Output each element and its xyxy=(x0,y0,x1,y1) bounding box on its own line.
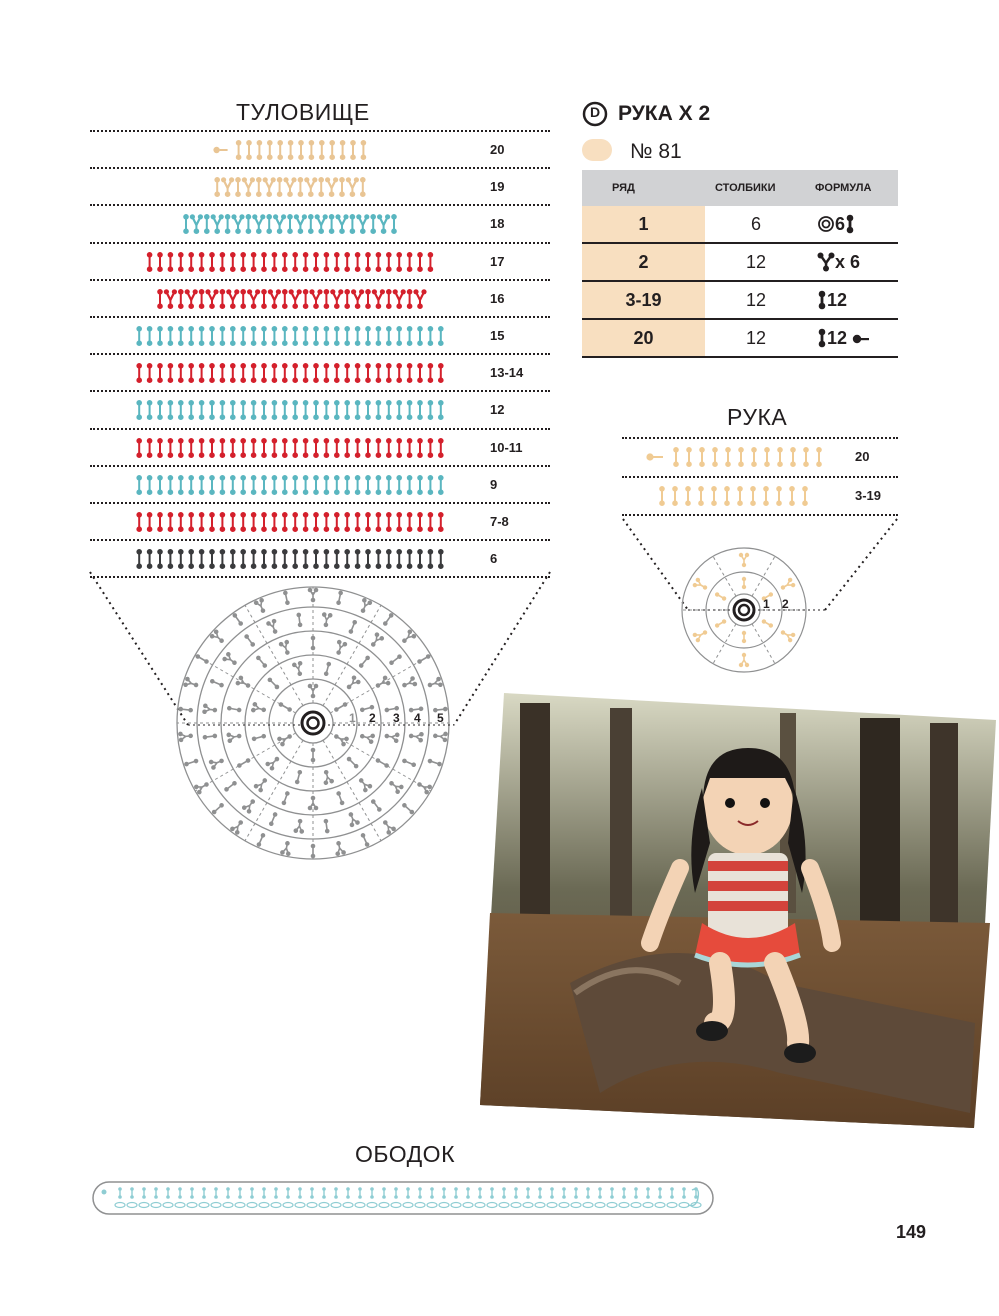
row-divider xyxy=(90,353,550,355)
doll-photo xyxy=(480,693,999,1133)
header-formula-label: ФОРМУЛА xyxy=(815,182,872,194)
row-divider xyxy=(90,316,550,318)
ring-label: 1 xyxy=(763,597,770,611)
stitch-row xyxy=(125,213,455,235)
section-badge-letter: D xyxy=(589,104,601,120)
headband-title: ОБОДОК xyxy=(355,1141,455,1167)
ring-label: 3 xyxy=(393,711,400,725)
page-number: 149 xyxy=(896,1222,927,1242)
formula-value: x 6 xyxy=(835,251,861,272)
formula-value: 6 xyxy=(835,213,846,234)
stitch-row xyxy=(125,288,455,310)
table-row xyxy=(582,319,898,357)
headband-diagram xyxy=(92,1180,714,1216)
row-divider xyxy=(622,476,898,478)
slip-stitch-icon xyxy=(852,334,870,344)
stitch-row xyxy=(640,446,830,468)
row-number: 20 xyxy=(582,319,705,357)
stitch-count: 6 xyxy=(705,206,807,243)
single-crochet-icon xyxy=(817,290,827,310)
magic-ring-icon xyxy=(817,215,835,233)
row-label: 3-19 xyxy=(855,487,882,503)
stitch-row xyxy=(125,548,455,570)
row-divider xyxy=(90,428,550,430)
row-divider xyxy=(90,465,550,467)
row-number: 2 xyxy=(582,243,705,281)
stitch-row xyxy=(640,485,830,507)
ring-label: 2 xyxy=(782,597,789,611)
table-row xyxy=(582,243,898,281)
stitch-row xyxy=(125,362,455,384)
row-divider xyxy=(90,502,550,504)
stitch-row xyxy=(125,437,455,459)
single-crochet-icon xyxy=(817,328,827,348)
arm-formula-table xyxy=(582,170,898,358)
row-divider xyxy=(90,204,550,206)
stitch-row xyxy=(125,251,455,273)
arm-title: РУКА Х 2 xyxy=(618,102,711,125)
header-stitches xyxy=(705,170,807,206)
stitch-count: 12 xyxy=(705,281,807,319)
formula-cell xyxy=(807,319,898,357)
stitch-count: 12 xyxy=(705,243,807,281)
body-title: ТУЛОВИЩЕ xyxy=(236,99,370,125)
row-number: 3-19 xyxy=(582,281,705,319)
increase-icon xyxy=(817,252,835,272)
stitch-row xyxy=(125,139,455,161)
formula-value: 12 xyxy=(827,289,848,310)
stitch-row xyxy=(125,399,455,421)
header-row xyxy=(582,170,705,206)
row-label: 12 xyxy=(490,402,505,418)
ring-label: 4 xyxy=(414,711,421,725)
stitch-row xyxy=(125,511,455,533)
row-label: 10-11 xyxy=(490,439,523,455)
row-divider xyxy=(90,130,550,132)
header-row-label: РЯД xyxy=(612,182,635,194)
single-crochet-icon xyxy=(845,214,855,234)
arm-diagram-title: РУКА xyxy=(727,404,788,430)
formula-cell xyxy=(807,281,898,319)
row-label: 9 xyxy=(490,476,498,492)
header-formula xyxy=(807,170,898,206)
row-divider xyxy=(90,390,550,392)
row-label: 7-8 xyxy=(490,514,509,529)
row-label: 18 xyxy=(490,216,505,232)
yarn-number: № 81 xyxy=(630,140,682,163)
row-label: 20 xyxy=(490,142,505,157)
stitch-row xyxy=(125,325,455,347)
table-row xyxy=(582,206,898,243)
row-divider xyxy=(90,279,550,281)
yarn-swatch xyxy=(582,139,612,161)
header-stitches-label: СТОЛБИКИ xyxy=(715,182,776,194)
row-label: 6 xyxy=(490,551,498,567)
row-divider xyxy=(622,437,898,439)
formula-cell xyxy=(807,243,898,281)
row-number: 1 xyxy=(582,206,705,243)
formula-cell xyxy=(807,206,898,243)
table-row xyxy=(582,281,898,319)
stitch-row xyxy=(125,474,455,496)
stitch-row xyxy=(125,176,455,198)
ring-label: 5 xyxy=(437,711,444,725)
row-divider xyxy=(90,242,550,244)
row-label: 13-14 xyxy=(490,365,524,381)
formula-value: 12 xyxy=(827,327,848,348)
row-divider xyxy=(90,167,550,169)
row-label: 20 xyxy=(855,449,870,464)
row-label: 15 xyxy=(490,328,505,343)
row-label: 16 xyxy=(490,290,505,306)
row-divider xyxy=(90,539,550,541)
arm-circle-diagram xyxy=(620,516,900,678)
ring-label: 2 xyxy=(369,711,376,725)
stitch-count: 12 xyxy=(705,319,807,357)
ring-label: 1 xyxy=(349,711,356,725)
row-label: 19 xyxy=(490,179,505,195)
row-label: 17 xyxy=(490,253,505,269)
